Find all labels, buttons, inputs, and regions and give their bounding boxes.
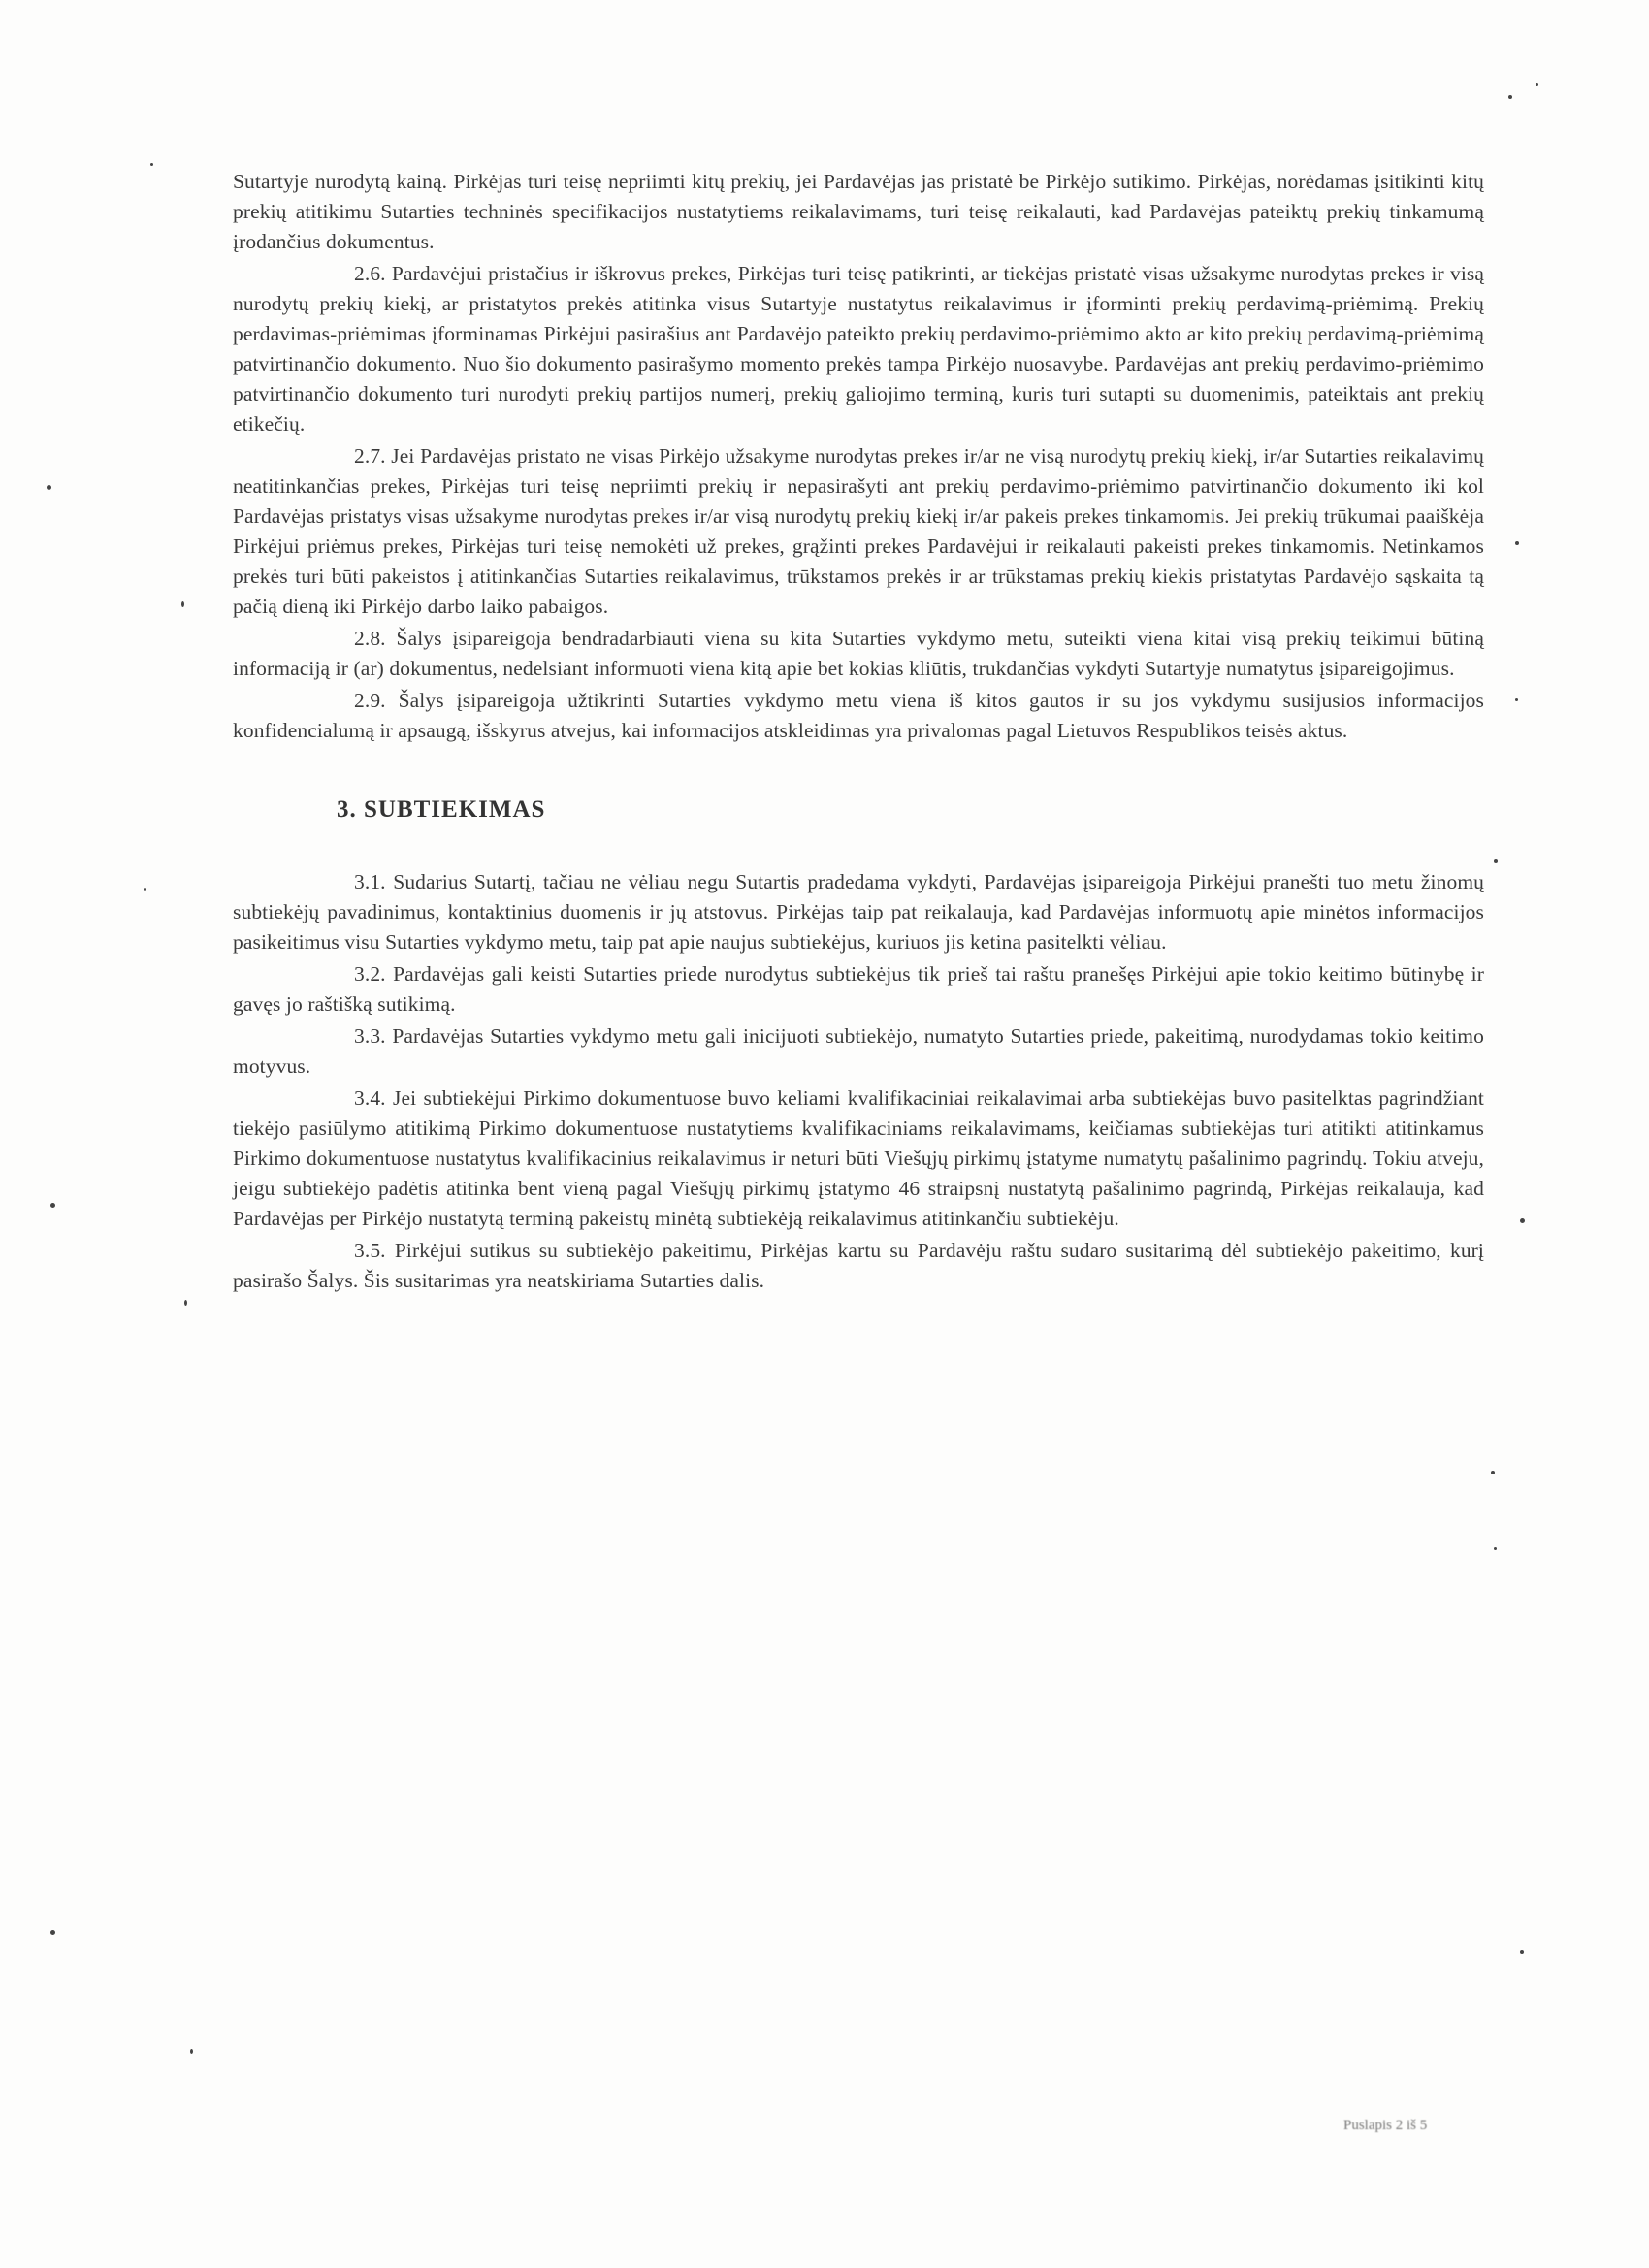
scan-speck <box>1520 1218 1525 1223</box>
scan-speck <box>1494 859 1498 863</box>
paragraph-2-9: 2.9. Šalys įsipareigoja užtikrinti Sutarties vykdymo metu viena iš kitos gautos ir su jos vykdymu susijusios informacijos konfidencialumą ir apsaugą, išskyrus atvejus, kai informacijos atskleidimas yra privalomas pagal Lietuvos Respublikos teisės aktus. <box>233 689 1484 742</box>
scan-speck <box>50 1203 55 1208</box>
scan-speck <box>1515 541 1519 545</box>
paragraph-3-1: 3.1. Sudarius Sutartį, tačiau ne vėliau negu Sutartis pradedama vykdyti, Pardavėjas įsipareigoja Pirkėjui pranešti tuo metu žinomų subtiekėjų pavadinimus, kontaktinius duomenis ir jų atstovus. Pirkėjas taip pat reikalauja, kad Pardavėjas informuotų apie minėtos informacijos pasikeitimus visu Sutarties vykdymo metu, taip pat apie naujus subtiekėjus, kuriuos jis ketina pasitelkti vėliau. <box>233 870 1484 954</box>
section-3-heading: 3. SUBTIEKIMAS <box>337 796 546 823</box>
paragraph-3-2: 3.2. Pardavėjas gali keisti Sutarties priede nurodytus subtiekėjus tik prieš tai raštu pranešęs Pirkėjui apie tokio keitimo būtinybę ir gavęs jo raštišką sutikimą. <box>233 962 1484 1016</box>
scan-speck <box>184 1300 187 1306</box>
page-number-footer: Puslapis 2 iš 5 <box>1343 2118 1428 2133</box>
scan-speck <box>47 485 51 490</box>
scan-speck <box>190 2049 193 2054</box>
scan-speck <box>50 1930 55 1935</box>
scan-speck <box>1494 1547 1497 1550</box>
paragraph-2-8: 2.8. Šalys įsipareigoja bendradarbiauti viena su kita Sutarties vykdymo metu, suteikti viena kitai visą prekių teikimui būtiną informaciją ir (ar) dokumentus, nedelsiant informuoti viena kitą apie bet kokias kliūtis, trukdančias vykdyti Sutartyje numatytus įsipareigojimus. <box>233 627 1484 680</box>
paragraph-3-3: 3.3. Pardavėjas Sutarties vykdymo metu gali inicijuoti subtiekėjo, numatyto Sutarties priede, pakeitimą, nurodydamas tokio keitimo motyvus. <box>233 1024 1484 1078</box>
scan-speck <box>144 888 146 891</box>
paragraph-2-5-cont: Sutartyje nurodytą kainą. Pirkėjas turi teisę nepriimti kitų prekių, jei Pardavėjas jas pristatė be Pirkėjo sutikimo. Pirkėjas, norėdamas įsitikinti kitų prekių atitikimu Sutarties techninės specifikacijos nustatytiems reikalavimams, turi teisę reikalauti, kad Pardavėjas pateiktų prekių tinkamumą įrodančius dokumentus. <box>233 170 1484 253</box>
paragraph-3-5: 3.5. Pirkėjui sutikus su subtiekėjo pakeitimu, Pirkėjas kartu su Pardavėju raštu sudaro susitarimą dėl subtiekėjo pakeitimo, kurį pasirašo Šalys. Šis susitarimas yra neatskiriama Sutarties dalis. <box>233 1239 1484 1292</box>
scan-speck <box>1491 1471 1495 1474</box>
paragraph-2-7: 2.7. Jei Pardavėjas pristato ne visas Pirkėjo užsakyme nurodytas prekes ir/ar ne visą nurodytų prekių kiekį, ir/ar Sutarties reikalavimų neatitinkančias prekes, Pirkėjas turi teisę nepriimti prekių ir nepasirašyti ant prekių perdavimo-priėmimo patvirtinančio dokumento iki kol Pardavėjas pristatys visas užsakyme nurodytas prekes ir/ar visą nurodytų prekių kiekį ir/ar pakeis prekes tinkamomis. Jei prekių trūkumai paaiškėja Pirkėjui priėmus prekes, Pirkėjas turi teisę nemokėti už prekes, grąžinti prekes Pardavėjui ir reikalauti pakeisti prekes tinkamomis. Netinkamos prekės turi būti pakeistos į atitinkančias Sutarties reikalavimus, trūkstamos prekės ir ar trūkstamas prekių kiekis pristatytas Pardavėjo sąskaita tą pačią dieną iki Pirkėjo darbo laiko pabaigos. <box>233 444 1484 618</box>
scan-speck <box>181 601 184 607</box>
paragraph-2-6: 2.6. Pardavėjui pristačius ir iškrovus prekes, Pirkėjas turi teisę patikrinti, ar tiekėjas pristatė visas užsakyme nurodytas prekes ir visą nurodytų prekių kiekį, ar pristatytos prekės atitinka visus Sutartyje nustatytus reikalavimus ir įforminti prekių perdavimą-priėmimą. Prekių perdavimas-priėmimas įforminamas Pirkėjui pasirašius ant Pardavėjo pateikto prekių perdavimo-priėmimo akto ar kito prekių perdavimą-priėmimą patvirtinančio dokumento. Nuo šio dokumento pasirašymo momento prekės tampa Pirkėjo nuosavybe. Pardavėjas ant prekių perdavimo-priėmimo patvirtinančio dokumento turi nurodyti prekių partijos numerį, prekių galiojimo terminą, kuris turi sutapti su duomenimis, pateiktais ant prekių etikečių. <box>233 262 1484 436</box>
document-body <box>233 167 1484 1298</box>
scan-speck <box>1536 83 1538 86</box>
scan-speck <box>1515 698 1518 701</box>
scan-speck <box>1520 1950 1524 1954</box>
scan-speck <box>1508 95 1512 99</box>
scan-speck <box>150 163 153 166</box>
paragraph-3-4: 3.4. Jei subtiekėjui Pirkimo dokumentuose buvo keliami kvalifikaciniai reikalavimai arba subtiekėjas buvo pasitelktas pagrindžiant tiekėjo pasiūlymo atitikimą Pirkimo dokumentuose nustatytiems kvalifikaciniams reikalavimams, keičiamas subtiekėjas turi atitikti atitinkamus Pirkimo dokumentuose nustatytus kvalifikacinius reikalavimus ir neturi būti Viešųjų pirkimų įstatyme numatytų pašalinimo pagrindų. Tokiu atveju, jeigu subtiekėjo padėtis atitinka bent vieną pagal Viešųjų pirkimų įstatymo 46 straipsnį nustatytą pašalinimo pagrindą, Pirkėjas reikalauja, kad Pardavėjas per Pirkėjo nustatytą terminą pakeistų minėtą subtiekėją reikalavimus atitinkančiu subtiekėju. <box>233 1086 1484 1230</box>
